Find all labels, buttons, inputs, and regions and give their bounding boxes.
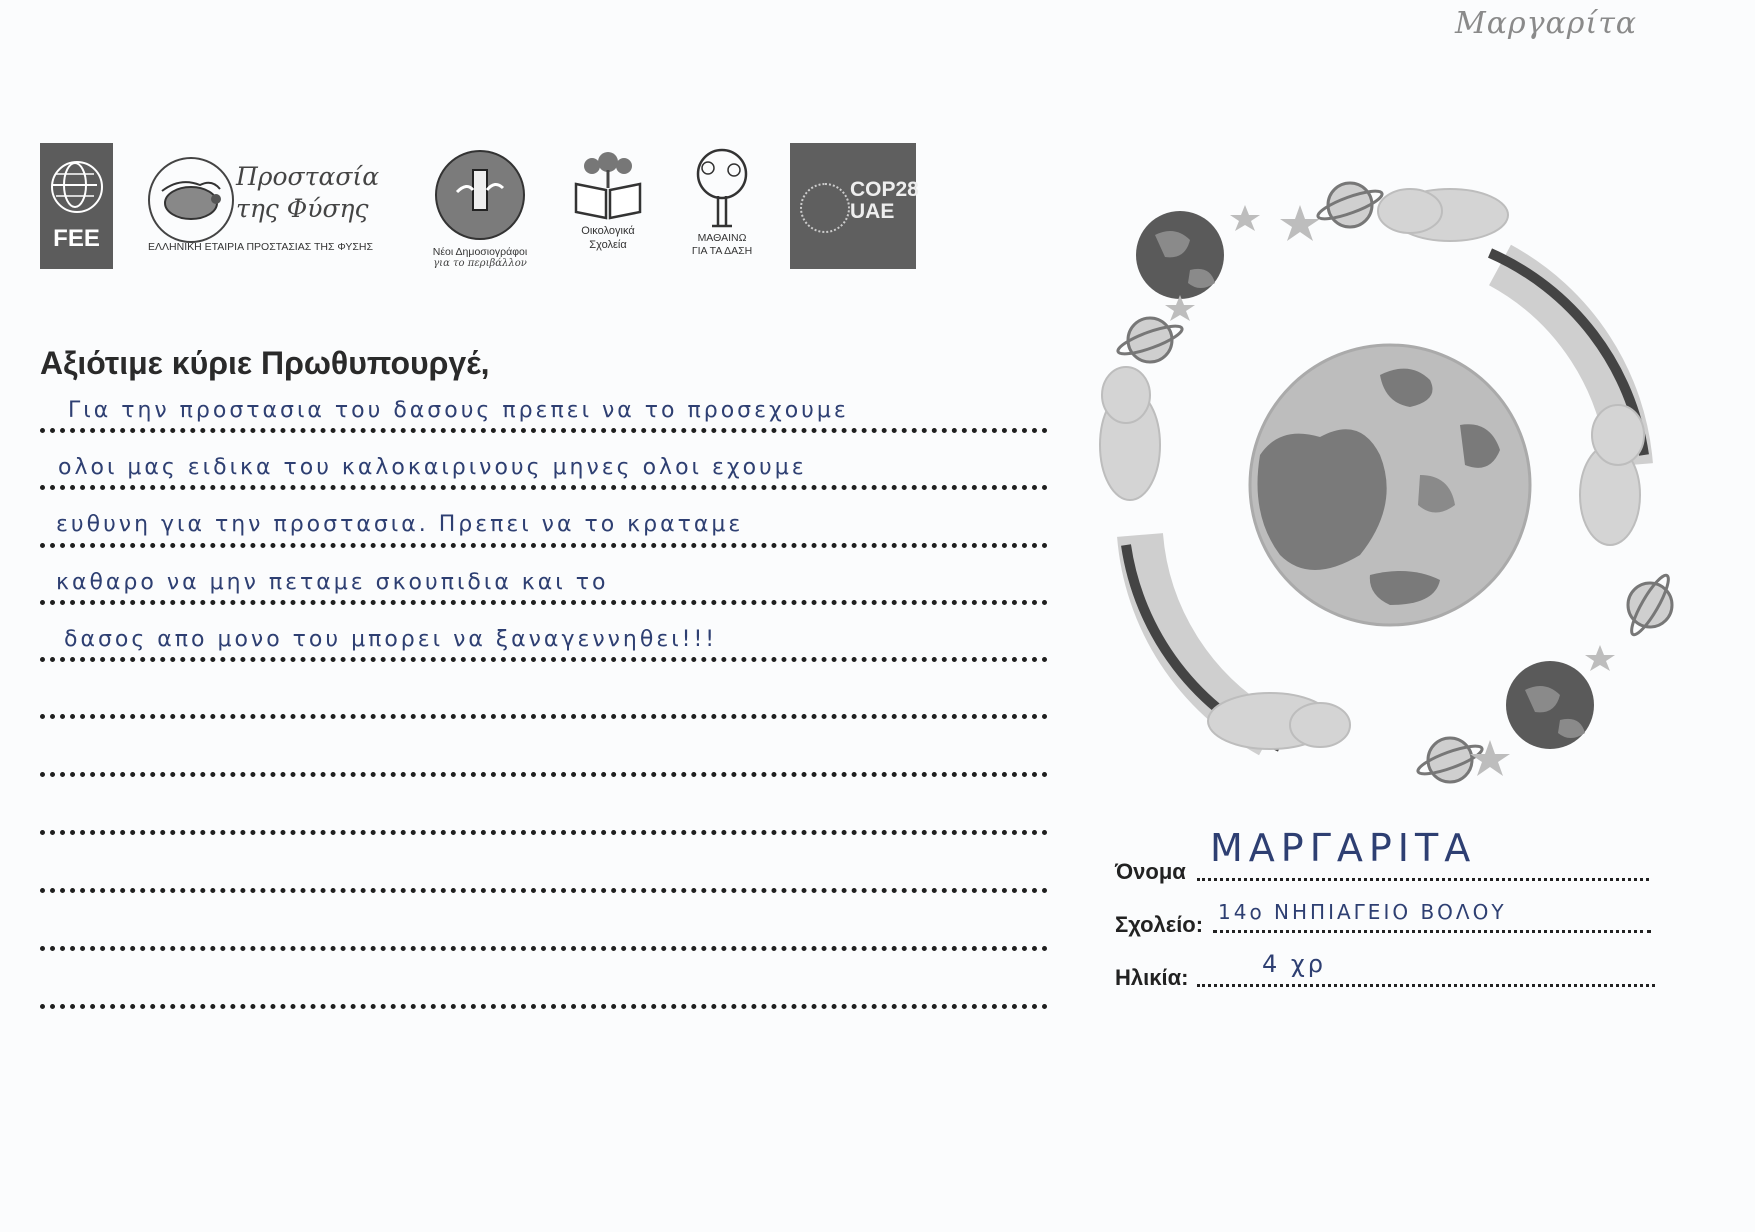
cop-line2: UAE <box>850 200 895 223</box>
small-planet-icon <box>1506 661 1594 749</box>
school-value: 14ο ΝΗΠΙΑΓΕΙΟ ΒΟΛΟΥ <box>1218 900 1507 924</box>
journalists-emblem-icon <box>435 150 525 240</box>
dotted-line <box>40 830 1048 835</box>
protasia-subtitle: ΕΛΛΗΝΙΚΗ ΕΤΑΙΡΙΑ ΠΡΟΣΤΑΣΙΑΣ ΤΗΣ ΦΥΣΗΣ <box>148 241 373 253</box>
name-value: ΜΑΡΓΑΡΙΤΑ <box>1210 826 1477 870</box>
name-label: Όνομα <box>1115 859 1186 884</box>
globe-icon <box>51 161 103 213</box>
letter-text-line: δασος απο μονο του μπορει να ξαναγεννηθει!!! <box>64 627 718 652</box>
age-field-dots <box>1197 984 1655 987</box>
cop-emblem-icon <box>800 183 850 233</box>
name-field-dots <box>1197 878 1649 881</box>
dotted-line <box>40 946 1048 951</box>
letter-text-line: ευθυνη για την προστασια. Πρεπει να το κραταμε <box>56 512 744 537</box>
dotted-line <box>40 714 1048 719</box>
planet-orbit-illustration <box>1070 175 1720 795</box>
mathaino-line1: ΜΑΘΑΙΝΩ <box>697 232 747 244</box>
oikologika-line1: Οικολογικά <box>581 225 635 237</box>
letter-text-line: καθαρο να μην πεταμε σκουπιδια και το <box>56 570 609 595</box>
oikologika-sxoleia-logo <box>565 148 651 266</box>
dotted-line <box>40 1004 1048 1009</box>
dotted-line <box>40 600 1048 605</box>
tree-icon <box>682 146 762 232</box>
dotted-line <box>40 543 1048 548</box>
dotted-line <box>40 428 1048 433</box>
dotted-line <box>40 657 1048 662</box>
neoi-dimosiografoi-logo <box>415 150 545 268</box>
protasia-title-line2: της Φύσης <box>236 194 369 223</box>
letter-text-line: ολοι μας ειδικα του καλοκαιρινους μηνες ολοι εχουμε <box>58 455 807 480</box>
turtle-emblem-icon <box>148 157 234 243</box>
dotted-line <box>40 772 1048 777</box>
oikologika-line2: Σχολεία <box>589 239 627 251</box>
protasia-fysis-logo <box>148 155 388 265</box>
protasia-title-line1: Προστασία <box>236 162 380 191</box>
cop-line1: COP28 <box>850 178 919 201</box>
dotted-line <box>40 888 1048 893</box>
salutation: Αξιότιμε κύριε Πρωθυπουργέ, <box>40 345 490 381</box>
earth-icon <box>1250 345 1530 625</box>
corner-handwritten-name: Μαργαρίτα <box>1455 6 1638 41</box>
neoi-line2: για το περιβάλλον <box>433 258 527 269</box>
dotted-line <box>40 485 1048 490</box>
fee-logo <box>40 143 113 269</box>
age-label: Ηλικία: <box>1115 965 1189 990</box>
open-book-tree-icon <box>570 148 646 220</box>
small-planet-icon <box>1136 211 1224 299</box>
fee-logo-text: FEE <box>53 225 100 252</box>
cop28-logo <box>790 143 919 269</box>
school-field-dots <box>1213 930 1651 933</box>
mathaino-line2: ΓΙΑ ΤΑ ΔΑΣΗ <box>691 245 753 257</box>
school-label: Σχολείο: <box>1115 912 1204 937</box>
mathaino-gia-ta-dasi-logo <box>678 146 766 268</box>
neoi-line1: Νέοι Δημοσιογράφοι <box>432 246 528 258</box>
letter-text-line: Για την προστασια του δασους πρεπει να το προσεχουμε <box>68 398 849 423</box>
age-value: 4 χρ <box>1262 950 1326 978</box>
